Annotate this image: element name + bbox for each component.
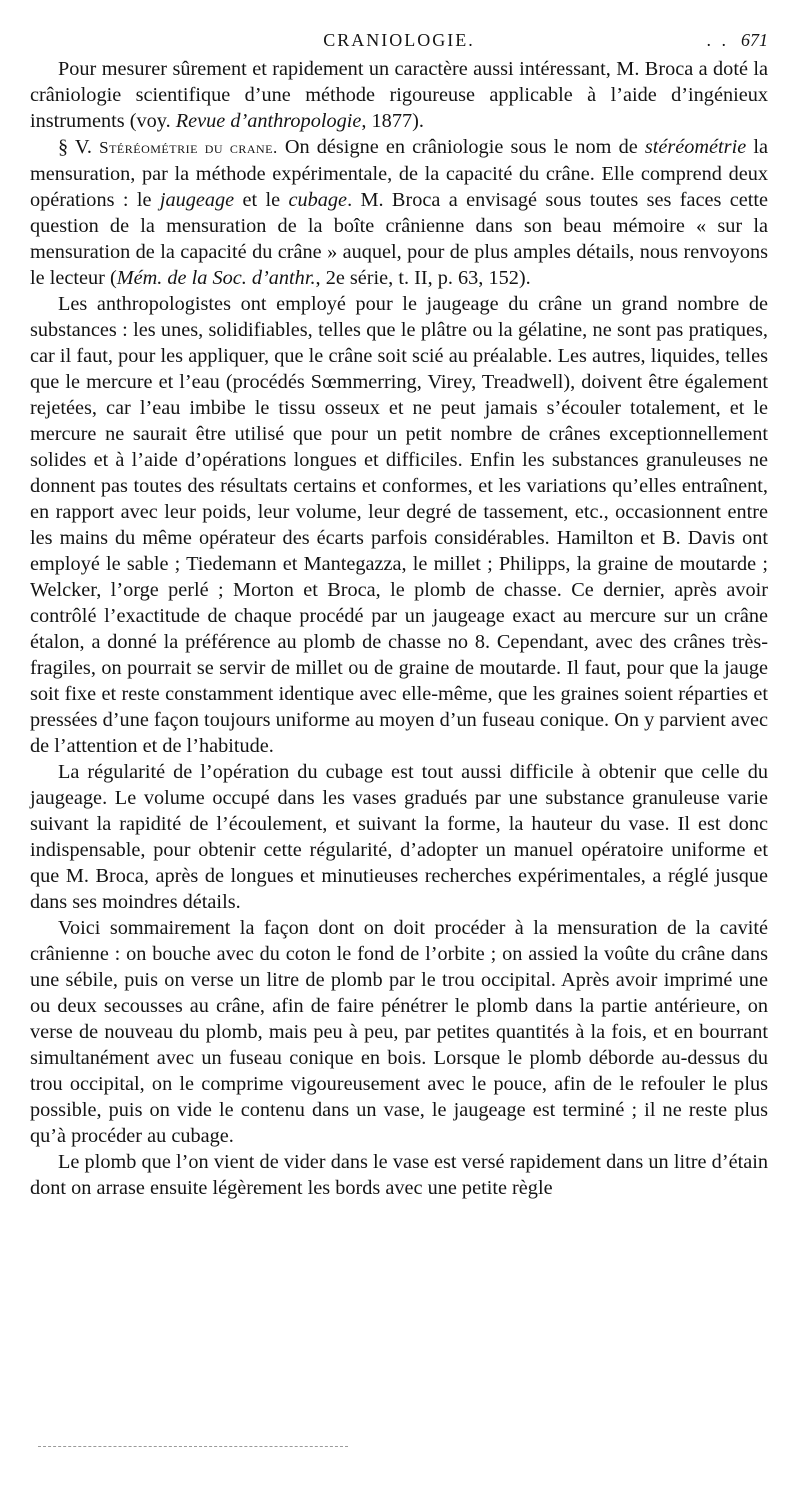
text-segment: , 2e série, t. II, p. 63, 152). (315, 267, 531, 289)
paragraph (30, 291, 768, 759)
running-head (30, 22, 768, 52)
paragraph (30, 915, 768, 1149)
paragraph (30, 759, 768, 915)
page-number-value: 671 (741, 30, 768, 50)
footer-rule (38, 1446, 348, 1447)
section-heading: Stéréométrie du crane. (99, 138, 278, 157)
text-segment: La régularité de l’opération du cubage est tout aussi difficile à obtenir que celle du jaugeage. Le volume occupé dans les vases gradués par une substance granuleuse varie suivant la rapidité de l’écoulement, et suivant la forme, la hauteur du vase. Il est donc indispensable, pour obtenir cette régularité, d’adopter un manuel opératoire uniforme et que M. Broca, après de longues et minutieuses recherches expérimentales, a réglé jusque dans ses moindres détails. (30, 761, 768, 913)
running-title: CRANIOLOGIE. (323, 30, 475, 50)
italic-text: stéréométrie (644, 136, 747, 158)
italic-text: jaugeage (159, 189, 235, 211)
header-dots: . . (706, 30, 729, 50)
italic-text: Revue d’anthropologie (175, 110, 362, 132)
text-segment: § V. (58, 136, 100, 158)
text-segment: la mensuration, par la méthode expérimentale, de la capacité du crâne. Elle comprend deux opérations : le (30, 136, 768, 211)
text-segment: Les anthropologistes ont employé pour le jaugeage du crâne un grand nombre de substances : les unes, solidifiables, telles que le plâtre ou la gélatine, ne sont pas pratiques, car il faut, pour les appliquer, que le crâne soit scié au préalable. Les autres, liquides, telles que le mercure et l’eau (procédés Sœmmerring, Virey, Treadwell), doivent être également rejetées, car l’eau imbibe le tissu osseux et ne peut jamais s’écouler totalement, et le mercure ne saurait être utilisé que pour un petit nombre de crânes exceptionnellement solides et à l’aide d’opérations longues et difficiles. Enfin les substances granuleuses ne donnent pas toutes des résultats certains et conformes, et les variations qu’elles entraînent, en rapport avec leur poids, leur volume, leur degré de tassement, etc., occasionnent entre les mains du même opérateur des écarts parfois considérables. Hamilton et B. Davis ont employé le sable ; Tiedemann et Mantegazza, le millet ; Philipps, la graine de moutarde ; Welcker, l’orge perlé ; Morton et Broca, le plomb de chasse. Ce dernier, après avoir contrôlé l’exactitude de chaque procédé par un jaugeage exact au mercure sur un crâne étalon, a donné la préférence au plomb de chasse no 8. Cependant, avec des crânes très-fragiles, on pourrait se servir de millet ou de graine de moutarde. Il faut, pour que la jauge soit fixe et reste constamment identique avec elle-même, que les graines soient réparties et pressées d’une façon toujours uniforme au moyen d’un fuseau conique. On y parvient avec de l’attention et de l’habitude. (30, 293, 768, 757)
italic-text: cubage (288, 189, 348, 211)
body-text (30, 56, 768, 1201)
page-number (707, 30, 769, 51)
page (30, 22, 768, 1201)
italic-text: Mém. de la Soc. d’anthr. (116, 267, 316, 289)
text-segment: Le plomb que l’on vient de vider dans le vase est versé rapidement dans un litre d’étain dont on arrase ensuite légèrement les bords avec une petite règle (30, 1151, 768, 1199)
text-segment: et le (234, 189, 289, 211)
paragraph (30, 56, 768, 134)
text-segment: Pour mesurer sûrement et rapidement un caractère aussi intéressant, M. Broca a doté la crâniologie scientifique d’une méthode rigoureuse applicable à l’aide d’ingénieux instruments (voy. (30, 58, 768, 132)
text-segment: . M. Broca a envisagé sous toutes ses faces cette question de la mensuration de la boîte crânienne dans son beau mémoire « sur la mensuration de la capacité du crâne » auquel, pour de plus amples détails, nous renvoyons le lecteur ( (30, 189, 768, 289)
text-segment: , 1877). (361, 110, 424, 132)
text-segment: On désigne en crâniologie sous le nom de (277, 136, 645, 158)
paragraph (30, 134, 768, 291)
paragraph (30, 1149, 768, 1201)
text-segment: Voici sommairement la façon dont on doit procéder à la mensuration de la cavité crânienne : on bouche avec du coton le fond de l’orbite ; on assied la voûte du crâne dans une sébile, puis on verse un litre de plomb par le trou occipital. Après avoir imprimé une ou deux secousses au crâne, afin de faire pénétrer le plomb dans la partie antérieure, on verse de nouveau du plomb, mais peu à peu, par petites quantités à la fois, et en bourrant simultanément avec un fuseau conique en bois. Lorsque le plomb déborde au-dessus du trou occipital, on le comprime vigoureusement avec le pouce, afin de le refouler le plus possible, puis on vide le contenu dans un vase, le jaugeage est terminé ; il ne reste plus qu’à procéder au cubage. (30, 917, 768, 1147)
